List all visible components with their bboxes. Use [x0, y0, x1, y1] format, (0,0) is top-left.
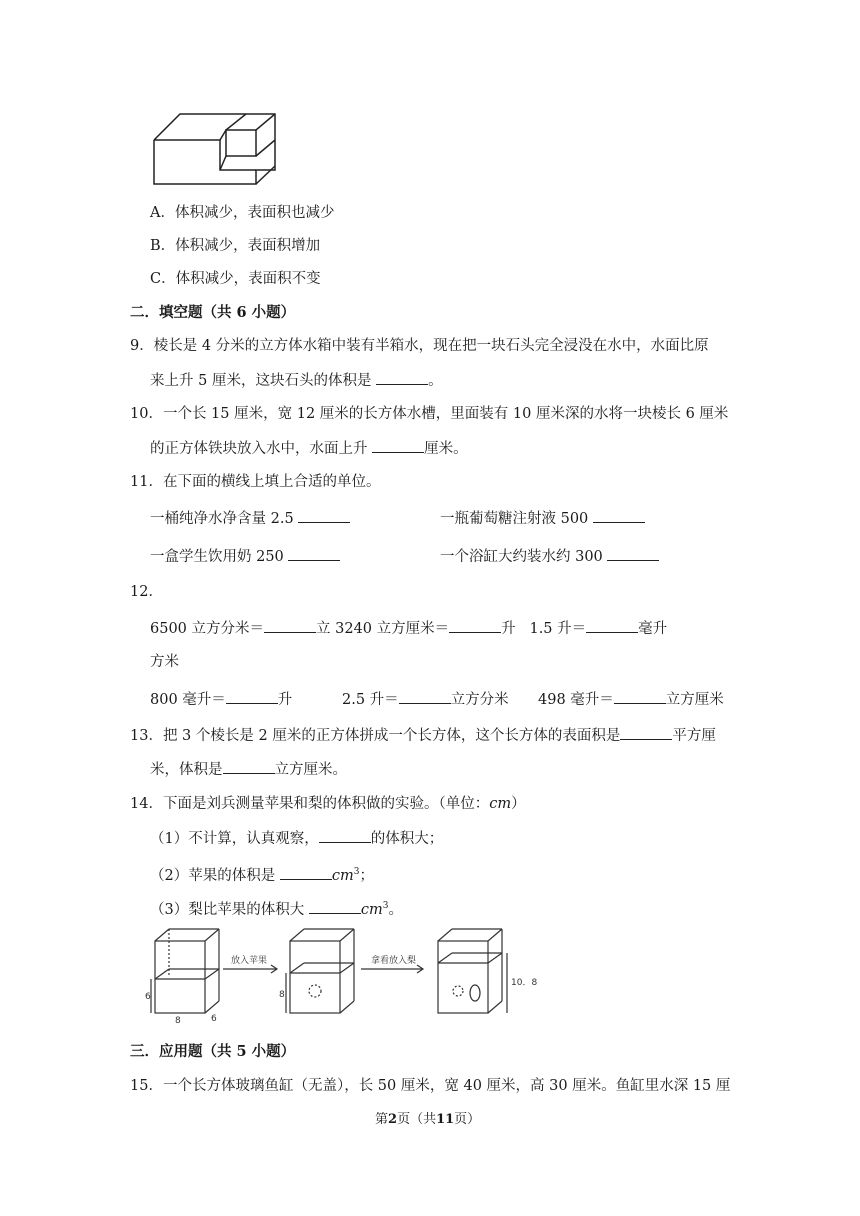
q12-row2: 方米: [150, 654, 179, 670]
q11-blank-2[interactable]: [593, 508, 645, 523]
q14-blank-2[interactable]: [280, 865, 332, 880]
q9-line2: 来上升 5 厘米，这块石头的体积是 。: [150, 370, 443, 391]
q12-blank-2[interactable]: [449, 618, 501, 633]
q12-blank-1[interactable]: [264, 618, 316, 633]
q11-item-4: 一个浴缸大约装水约 300: [440, 546, 659, 567]
q12-row3: 800 毫升＝ 升: [150, 689, 292, 710]
fig-arrow1-label: 放入苹果: [231, 956, 268, 966]
q10-line2: 的正方体铁块放入水中，水面上升 厘米。: [150, 438, 468, 459]
q11-item-2: 一瓶葡萄糖注射液 500: [440, 508, 645, 529]
q11-blank-3[interactable]: [288, 546, 340, 561]
q12-row3-mid: 2.5 升＝ 立方分米: [342, 689, 509, 710]
fig-label-h3: 10．8: [511, 978, 538, 988]
q10-answer-blank[interactable]: [372, 438, 424, 453]
section-3-title: 三．应用题（共 5 小题）: [130, 1043, 296, 1060]
q15-line1: 15．一个长方体玻璃鱼缸（无盖），长 50 厘米，宽 40 厘米，高 30 厘米。鱼缸里水深 15 厘: [130, 1078, 731, 1094]
fig-arrow2-label: 拿看放入梨: [371, 956, 417, 966]
q11-item-3: 一盒学生饮用奶 250: [150, 546, 340, 567]
q12-blank-5[interactable]: [399, 689, 451, 704]
volume-experiment-figure: [145, 925, 545, 1025]
q10-line1: 10．一个长 15 厘米，宽 12 厘米的长方体水槽，里面装有 10 厘米深的水将一块棱长 6 厘米: [130, 406, 729, 422]
q14-blank-1[interactable]: [319, 828, 371, 843]
q9-answer-blank[interactable]: [376, 370, 428, 385]
q11-blank-4[interactable]: [607, 546, 659, 561]
q13-line1: 13．把 3 个棱长是 2 厘米的正方体拼成一个长方体，这个长方体的表面积是 平方厘: [130, 725, 716, 746]
q12-blank-4[interactable]: [226, 689, 278, 704]
fig-label-h2: 8: [279, 990, 285, 1000]
q14-sub3: （3）梨比苹果的体积大 $cm^3$。: [150, 896, 403, 920]
q14-blank-3[interactable]: [309, 899, 361, 914]
option-a: A．体积减少，表面积也减少: [150, 205, 335, 221]
cut-cuboid-figure: [150, 108, 290, 188]
q13-line2: 米，体积是 立方厘米。: [150, 759, 347, 780]
q13-blank-1[interactable]: [620, 725, 672, 740]
option-c: C．体积减少，表面积不变: [150, 271, 321, 287]
q14-stem: 14．下面是刘兵测量苹果和梨的体积做的实验。（单位：cm）: [130, 796, 526, 812]
q11-item-1: 一桶纯净水净含量 2.5: [150, 508, 350, 529]
q12-blank-6[interactable]: [614, 689, 666, 704]
q14-sub2: （2）苹果的体积是 $cm^3$；: [150, 862, 374, 886]
option-b: B．体积减少，表面积增加: [150, 238, 321, 254]
q12-number: 12．: [130, 584, 163, 600]
q9-line1: 9．棱长是 4 分米的立方体水箱中装有半箱水，现在把一块石头完全浸没在水中，水面比原: [130, 338, 709, 354]
q12-row3-right: 498 毫升＝ 立方厘米: [538, 689, 724, 710]
page-footer: 第2页（共11页）: [375, 1112, 481, 1127]
q11-blank-1[interactable]: [298, 508, 350, 523]
fig-label-h1: 6: [145, 992, 151, 1002]
q12-blank-3[interactable]: [586, 618, 638, 633]
q14-sub1: （1）不计算，认真观察， 的体积大；: [150, 828, 443, 849]
section-2-title: 二．填空题（共 6 小题）: [130, 304, 296, 321]
q12-row1: 6500 立方分米＝ 立 3240 立方厘米＝ 升 1.5 升＝ 毫升: [150, 618, 667, 639]
fig-label-w1: 8: [175, 1016, 181, 1025]
fig-label-d1: 6: [211, 1014, 217, 1024]
q13-blank-2[interactable]: [223, 759, 275, 774]
q11-stem: 11．在下面的横线上填上合适的单位。: [130, 474, 381, 490]
